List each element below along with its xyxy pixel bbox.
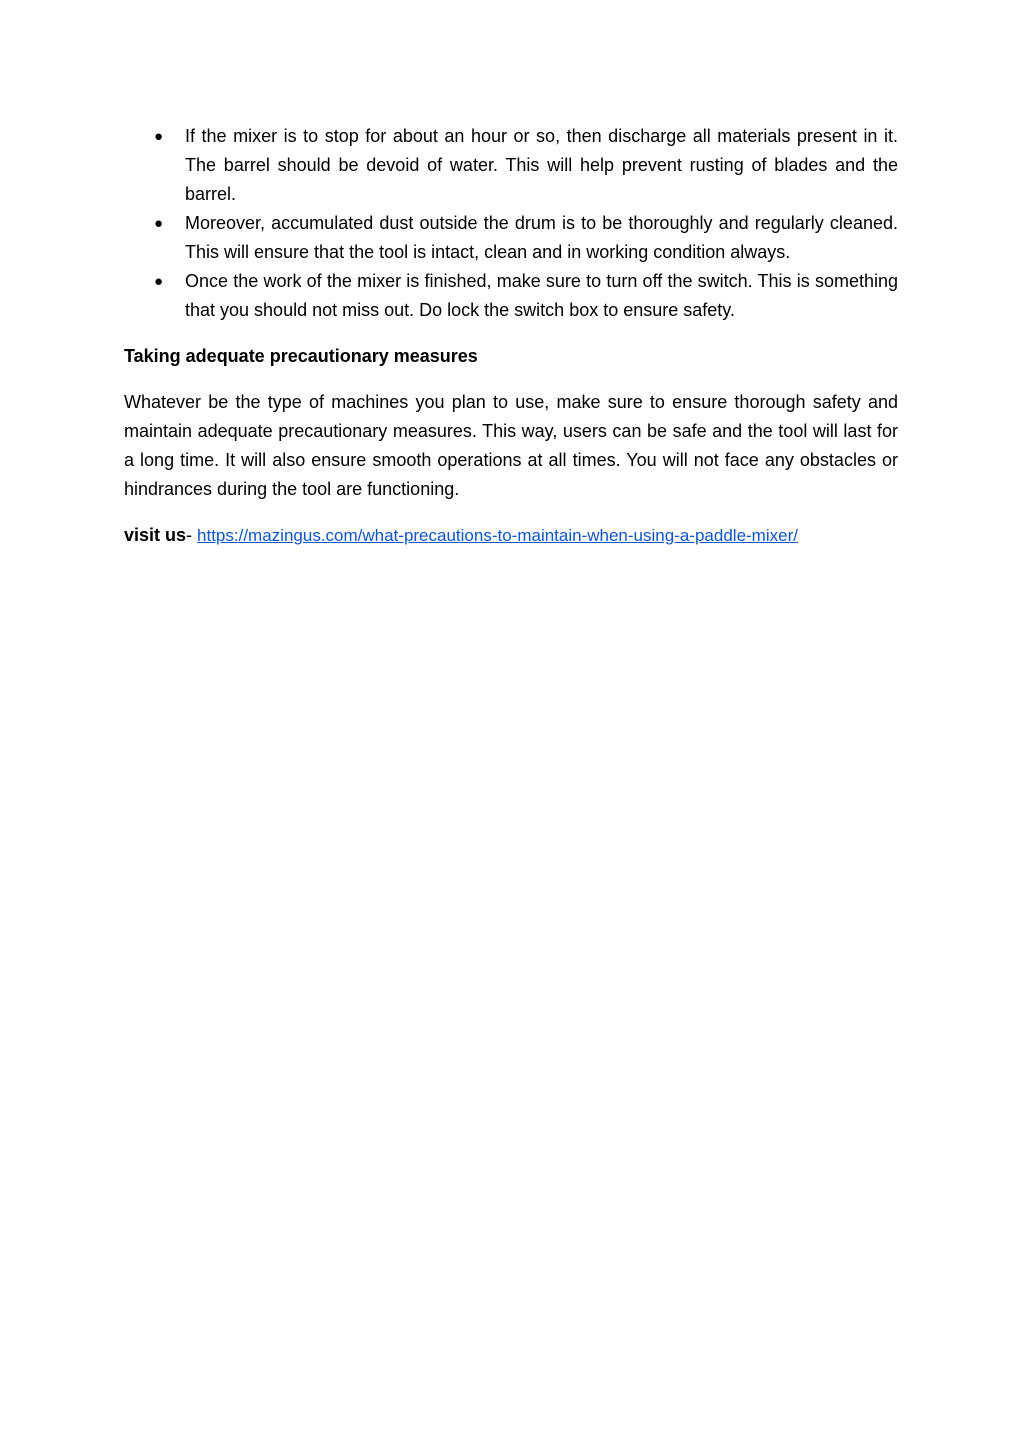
document-page bbox=[124, 122, 898, 550]
bullet-icon: ● bbox=[154, 273, 164, 290]
list-item bbox=[124, 122, 898, 209]
bullet-list bbox=[124, 122, 898, 325]
visit-link[interactable]: https://mazingus.com/what-precautions-to-maintain-when-using-a-paddle-mixer/ bbox=[197, 526, 798, 545]
list-item bbox=[124, 209, 898, 267]
bullet-icon: ● bbox=[154, 128, 164, 145]
list-item-text: If the mixer is to stop for about an hour or so, then discharge all materials present in it. The barrel should be devoid of water. This will help prevent rusting of blades and the barrel. bbox=[185, 126, 898, 204]
bullet-icon: ● bbox=[154, 215, 164, 232]
list-item-text: Once the work of the mixer is finished, make sure to turn off the switch. This is something that you should not miss out. Do lock the switch box to ensure safety. bbox=[185, 271, 898, 320]
section-heading: Taking adequate precautionary measures bbox=[124, 346, 478, 366]
body-paragraph: Whatever be the type of machines you plan to use, make sure to ensure thorough safety and maintain adequate precautionary measures. This way, users can be safe and the tool will last for a long time. It will also ensure smooth operations at all times. You will not face any obstacles or hindrances during the tool are functioning. bbox=[124, 392, 898, 499]
list-item bbox=[124, 267, 898, 325]
visit-separator: - bbox=[186, 525, 198, 545]
list-item-text: Moreover, accumulated dust outside the drum is to be thoroughly and regularly cleaned. This will ensure that the tool is intact, clean and in working condition always. bbox=[185, 213, 898, 262]
visit-line bbox=[124, 521, 898, 550]
visit-label: visit us bbox=[124, 525, 187, 545]
